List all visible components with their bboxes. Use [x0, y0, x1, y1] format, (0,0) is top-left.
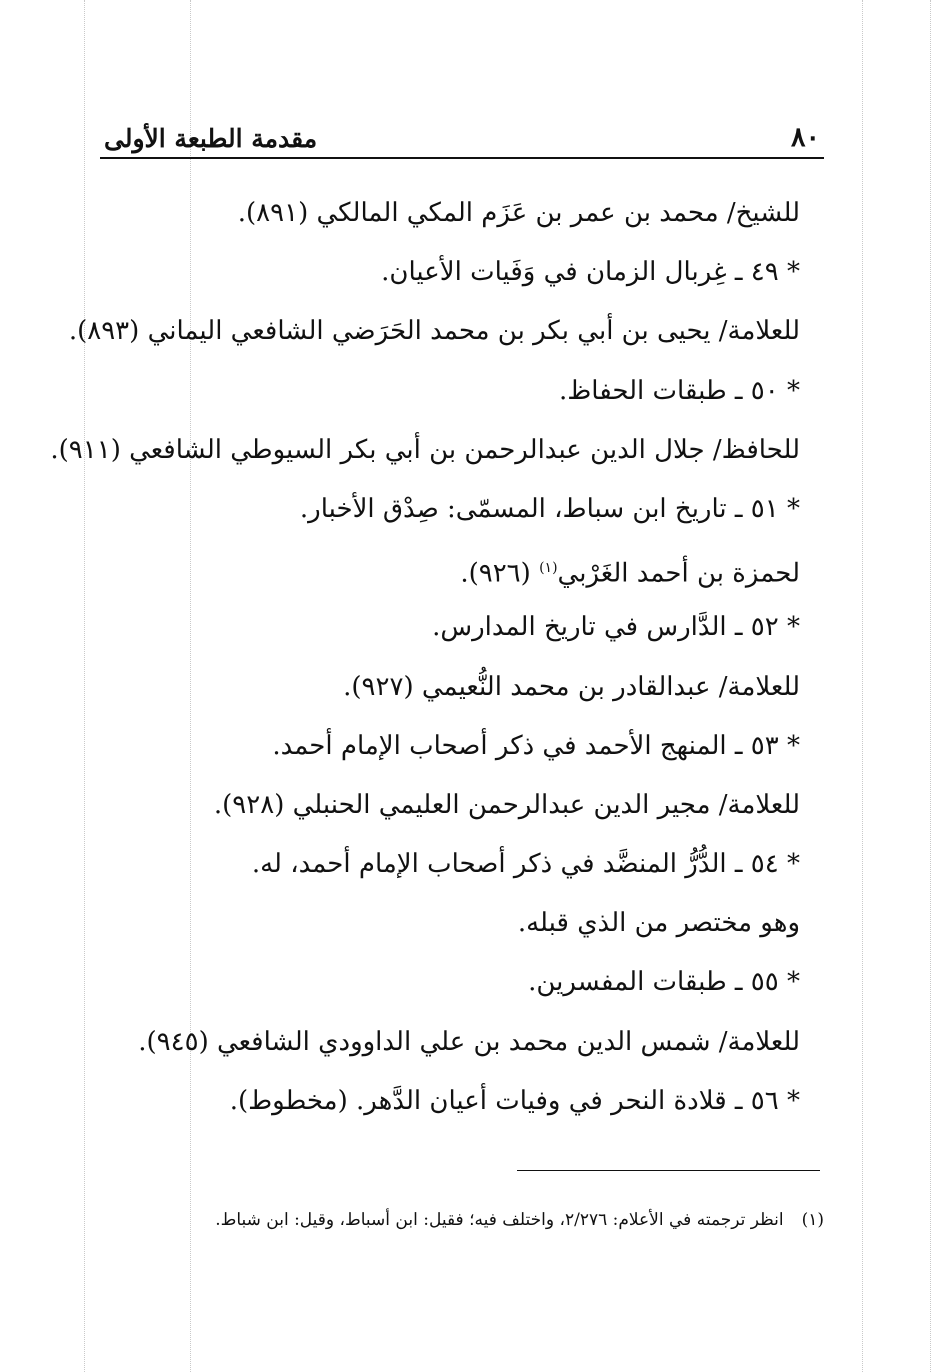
text-line: للحافظ/ جلال الدين عبدالرحمن بن أبي بكر السيوطي الشافعي (٩١١).	[50, 434, 800, 465]
page-header	[100, 118, 824, 158]
text-line: * ٥٠ ـ طبقات الحفاظ.	[558, 375, 800, 406]
text-line: * ٥٥ ـ طبقات المفسرين.	[528, 967, 800, 998]
footnote-text: انظر ترجمته في الأعلام: ٢/٢٧٦، واختلف فيه؛ فقيل: ابن أسباط، وقيل: ابن شباط.	[215, 1210, 784, 1230]
text-line: * ٤٩ ـ غِربال الزمان في وَفَيات الأعيان.	[381, 257, 800, 288]
text-line: للعلامة/ عبدالقادر بن محمد النُّعيمي (٩٢٧).	[343, 671, 800, 702]
scan-guide-line	[930, 0, 931, 1372]
text-line: للعلامة/ شمس الدين محمد بن علي الداوودي الشافعي (٩٤٥).	[138, 1026, 800, 1057]
body-text	[50, 184, 800, 1131]
text-line: للعلامة/ مجير الدين عبدالرحمن العليمي الحنبلي (٩٢٨).	[213, 789, 800, 820]
text-line: * ٥١ ـ تاريخ ابن سباط، المسمّى: صِدْق الأخبار.	[299, 493, 800, 524]
scan-guide-line	[84, 0, 85, 1372]
text-line: لحمزة بن أحمد الغَرْبي$^{(١)}$ (٩٢٦).	[460, 558, 800, 589]
text-line: * ٥٣ ـ المنهج الأحمد في ذكر أصحاب الإمام أحمد.	[272, 730, 800, 761]
text-line: وهو مختصر من الذي قبله.	[517, 908, 800, 939]
footnote-reference: (١)	[539, 560, 558, 577]
text-line: * ٥٦ ـ قلادة النحر في وفيات أعيان الدَّهر. (مخطوط).	[229, 1085, 800, 1116]
text-line: للعلامة/ يحيى بن أبي بكر بن محمد الحَرَضي الشافعي اليماني (٨٩٣).	[68, 316, 800, 347]
running-title: مقدمة الطبعة الأولى	[104, 124, 318, 153]
text-line: * ٥٤ ـ الدُّرُّ المنضَّد في ذكر أصحاب الإمام أحمد، له.	[251, 849, 800, 880]
footnote	[100, 1206, 824, 1234]
page-number: ٨٠	[790, 122, 820, 153]
footnote-rule	[517, 1170, 820, 1171]
footnote-marker: (١)	[801, 1210, 824, 1230]
header-rule	[100, 157, 824, 159]
text-line: للشيخ/ محمد بن عمر بن عَزَم المكي المالكي (٨٩١).	[237, 198, 800, 228]
scan-guide-line	[862, 0, 863, 1372]
text-line: * ٥٢ ـ الدَّارس في تاريخ المدارس.	[432, 612, 800, 643]
